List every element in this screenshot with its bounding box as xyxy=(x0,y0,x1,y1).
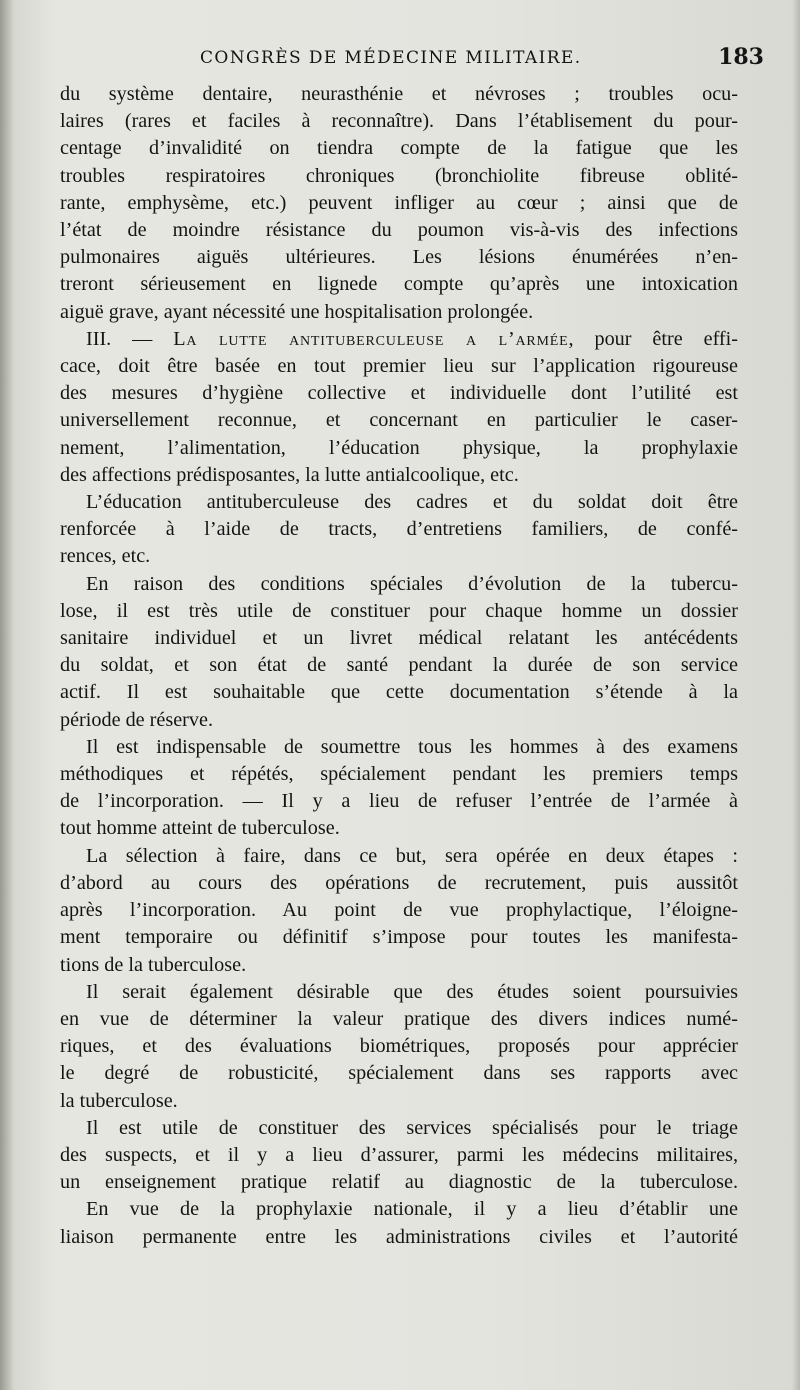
text-line: de l’incorporation. — Il y a lieu de refuser l’entrée de l’armée à xyxy=(60,790,738,813)
page-header xyxy=(200,44,764,78)
text-line: centage d’invalidité on tiendra compte de la fatigue que les xyxy=(60,137,738,160)
text-line: du soldat, et son état de santé pendant la durée de son service xyxy=(60,654,738,677)
text-line: des affections prédisposantes, la lutte antialcoolique, etc. xyxy=(60,463,519,486)
text-line: des suspects, et il y a lieu d’assurer, parmi les médecins militaires, xyxy=(60,1143,738,1166)
text-line: Il est utile de constituer des services spécialisés pour le triage xyxy=(86,1116,738,1139)
section-number: III. — xyxy=(86,327,174,350)
text-line: nement, l’alimentation, l’éducation physique, la prophylaxie xyxy=(60,436,738,459)
text-line: aiguë grave, ayant nécessité une hospitalisation prolongée. xyxy=(60,300,534,323)
text-line: des mesures d’hygiène collective et individuelle dont l’utilité est xyxy=(60,382,738,405)
body-text xyxy=(60,81,738,1251)
text-line: renforcée à l’aide de tracts, d’entretiens familiers, de confé- xyxy=(60,518,738,541)
text-line: rante, emphysème, etc.) peuvent infliger au cœur ; ainsi que de xyxy=(60,191,738,214)
text-line: du système dentaire, neurasthénie et névroses ; troubles ocu- xyxy=(60,83,738,105)
text-line: L’éducation antituberculeuse des cadres et du soldat doit être xyxy=(86,491,738,514)
text-line: un enseignement pratique relatif au diagnostic de la tuberculose. xyxy=(60,1171,738,1194)
text-line: cace, doit être basée en tout premier lieu sur l’application rigoureuse xyxy=(60,355,738,378)
text-line: rences, etc. xyxy=(60,545,151,568)
text-line: la tuberculose. xyxy=(60,1089,178,1112)
text-line: Il serait également désirable que des études soient poursuivies xyxy=(86,980,738,1003)
text-line: d’abord au cours des opérations de recrutement, puis aussitôt xyxy=(60,871,738,894)
text-line: sanitaire individuel et un livret médical relatant les antécédents xyxy=(60,627,738,650)
text-line: riques, et des évaluations biométriques, proposés pour apprécier xyxy=(60,1035,738,1058)
text-line: le degré de robusticité, spécialement dans ses rapports avec xyxy=(60,1062,738,1085)
text-line: En vue de la prophylaxie nationale, il y a lieu d’établir une xyxy=(86,1198,738,1221)
text-line: treront sérieusement en lignede compte qu’après une intoxication xyxy=(60,273,738,296)
text-line: lose, il est très utile de constituer pour chaque homme un dossier xyxy=(60,599,738,622)
text-line: tout homme atteint de tuberculose. xyxy=(60,817,340,840)
text-fragment: , pour être effi- xyxy=(568,327,738,350)
text-line: pulmonaires aiguës ultérieures. Les lésions énumérées n’en- xyxy=(60,246,738,269)
text-line: laires (rares et faciles à reconnaître). Dans l’établisement du pour- xyxy=(60,110,738,133)
page-number: 183 xyxy=(718,44,764,70)
section-heading-line xyxy=(60,326,738,353)
text-line: après l’incorporation. Au point de vue prophylactique, l’éloigne- xyxy=(60,899,738,922)
text-line: l’état de moindre résistance du poumon vis-à-vis des infections xyxy=(60,219,738,242)
scan-shadow-left xyxy=(0,0,14,1390)
text-line: actif. Il est souhaitable que cette documentation s’étende à la xyxy=(60,681,738,704)
text-line: période de réserve. xyxy=(60,708,214,731)
running-title: CONGRÈS DE MÉDECINE MILITAIRE. xyxy=(200,48,582,68)
text-line: universellement reconnue, et concernant en particulier le caser- xyxy=(60,409,738,432)
text-line: en vue de déterminer la valeur pratique des divers indices numé- xyxy=(60,1007,738,1030)
text-line: méthodiques et répétés, spécialement pendant les premiers temps xyxy=(60,763,738,786)
text-line: La sélection à faire, dans ce but, sera opérée en deux étapes : xyxy=(86,844,738,867)
text-line: liaison permanente entre les administrations civiles et l’autorité xyxy=(60,1225,738,1248)
text-line: En raison des conditions spéciales d’évolution de la tubercu- xyxy=(86,572,738,595)
text-line: ment temporaire ou définitif s’impose pour toutes les manifesta- xyxy=(60,926,738,949)
text-line: Il est indispensable de soumettre tous les hommes à des examens xyxy=(86,735,738,758)
text-line: tions de la tuberculose. xyxy=(60,953,247,976)
scan-shadow-right xyxy=(792,0,800,1390)
section-heading: La lutte antituberculeuse a l’armée xyxy=(173,327,569,350)
text-line: troubles respiratoires chroniques (bronchiolite fibreuse oblité- xyxy=(60,164,738,187)
